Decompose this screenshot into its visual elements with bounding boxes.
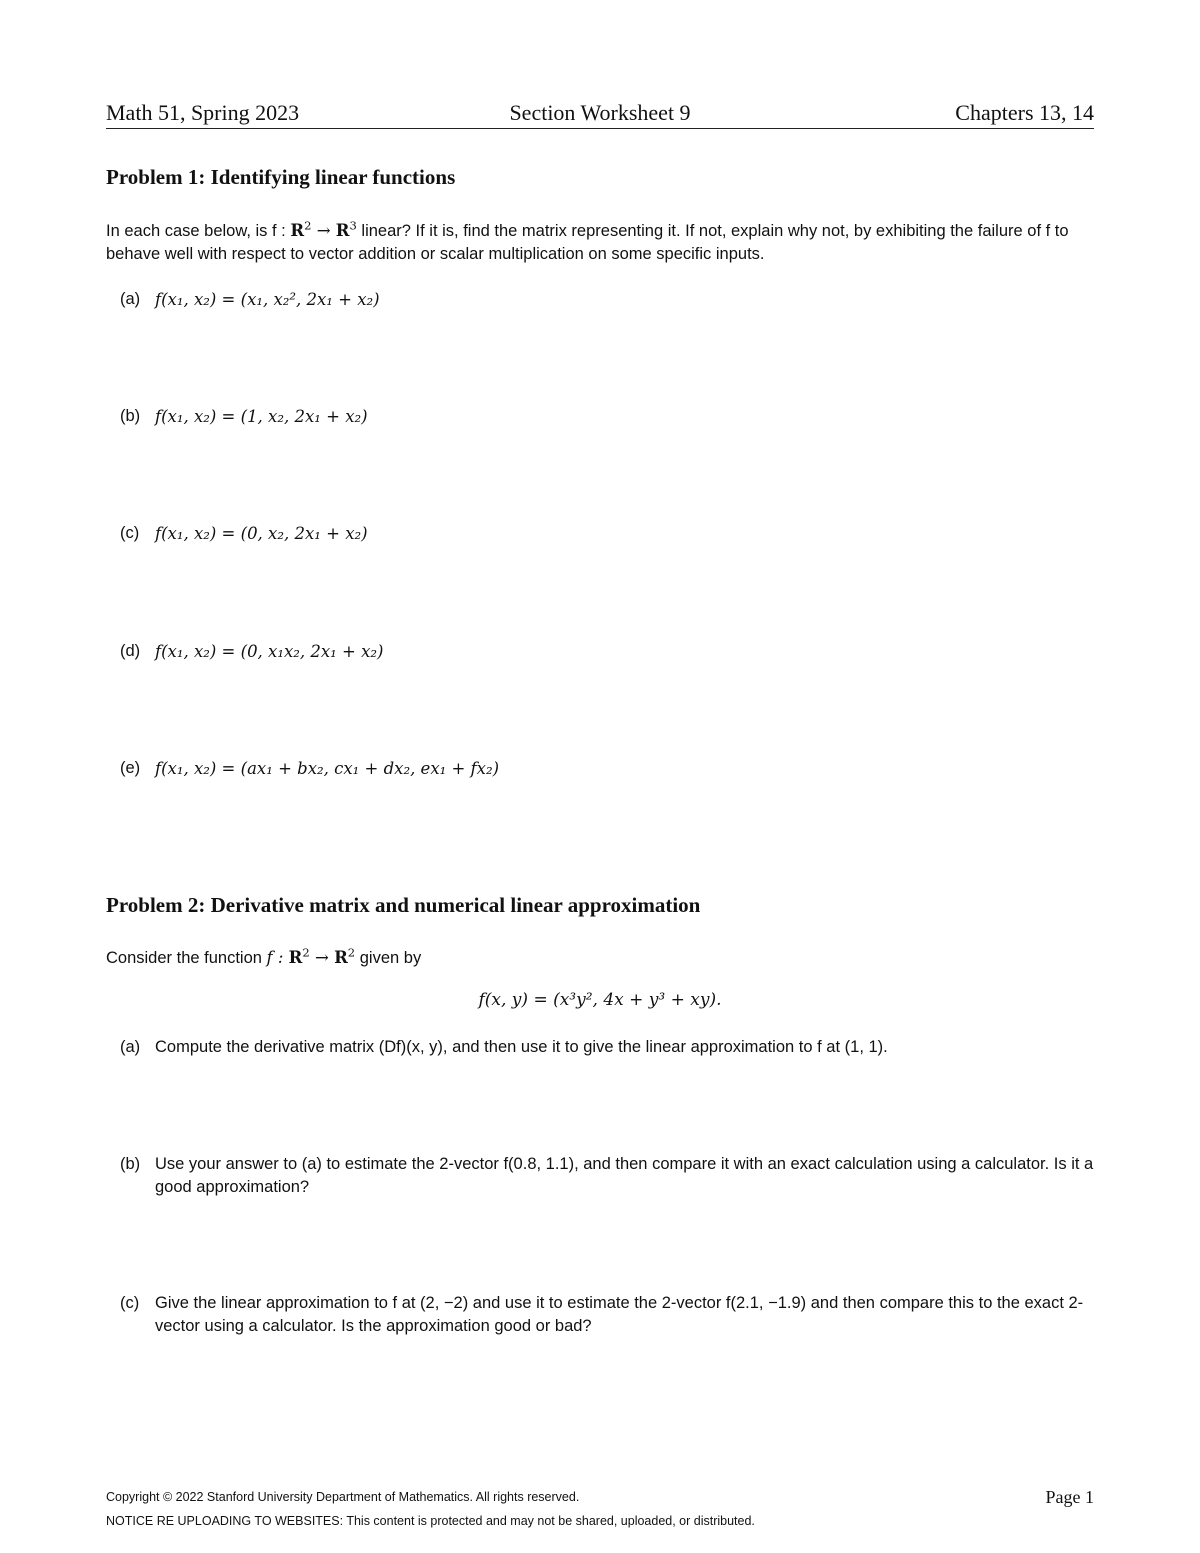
problem-2-intro-end: given by: [355, 949, 422, 967]
item-label: (b): [120, 407, 141, 425]
item-label: (e): [120, 759, 141, 777]
item-label: (b): [120, 1155, 141, 1173]
page-number: Page 1: [1045, 1487, 1094, 1507]
footer-copyright: Copyright © 2022 Stanford University Department of Mathematics. All rights reserved.: [106, 1490, 580, 1504]
item-label: (a): [120, 290, 141, 308]
footer-notice: NOTICE RE UPLOADING TO WEBSITES: This content is protected and may not be shared, uploaded, or distributed.: [106, 1514, 755, 1528]
item-label: (c): [120, 524, 140, 542]
item-expression: f(x₁, x₂) = (0, x₂, 2x₁ + x₂): [155, 524, 368, 543]
problem-2-intro-start: Consider the function: [106, 949, 267, 967]
problem-1-title: Problem 1: Identifying linear functions: [106, 165, 456, 189]
problem-2-mapping: f : $R^2 \to R^2$: [266, 945, 356, 967]
item-label: (a): [120, 1038, 141, 1056]
problem-1-intro: [106, 219, 1096, 266]
problem-1-item-d: [120, 640, 1095, 663]
header-chapters: Chapters 13, 14: [955, 100, 1094, 125]
problem-1-intro-start: In each case below, is f :: [106, 222, 291, 240]
problem-2-item-b: [120, 1153, 1095, 1199]
item-expression: f(x₁, x₂) = (x₁, x₂², 2x₁ + x₂): [155, 290, 380, 309]
problem-2-intro: [106, 946, 1096, 970]
problem-1-item-c: [120, 522, 1095, 545]
problem-1-item-e: [120, 757, 1095, 780]
problem-1-intro-end: linear? If it is, find the matrix representing it. If not, explain why not, by exhibiting the failure of f to behave well with respect to vector addition or scalar multiplication on some specific inputs.: [106, 222, 1069, 263]
problem-2-item-c: [120, 1292, 1095, 1338]
header-rule: [106, 128, 1094, 129]
item-text: Use your answer to (a) to estimate the 2-vector f(0.8, 1.1), and then compare it with an exact calculation using a calculator. Is it a good approximation?: [155, 1155, 1094, 1196]
item-expression: f(x₁, x₂) = (0, x₁x₂, 2x₁ + x₂): [155, 642, 384, 661]
problem-2-item-a: [120, 1036, 1095, 1059]
problem-2-title: Problem 2: Derivative matrix and numerical linear approximation: [106, 893, 701, 917]
item-label: (d): [120, 642, 141, 660]
problem-1-mapping: $R^2 \to R^3$: [290, 218, 357, 240]
header-worksheet-title: Section Worksheet 9: [509, 100, 691, 125]
item-text: Give the linear approximation to f at (2, −2) and use it to estimate the 2-vector f(2.1, −1.9) and then compare this to the exact 2-vector using a calculator. Is the approximation good or bad?: [155, 1294, 1084, 1335]
item-text: Compute the derivative matrix (Df)(x, y), and then use it to give the linear approximation to f at (1, 1).: [155, 1038, 888, 1056]
header-course: Math 51, Spring 2023: [106, 100, 300, 125]
item-expression: f(x₁, x₂) = (ax₁ + bx₂, cx₁ + dx₂, ex₁ + fx₂): [155, 759, 500, 778]
problem-1-item-a: [120, 288, 1095, 311]
item-expression: f(x₁, x₂) = (1, x₂, 2x₁ + x₂): [155, 407, 368, 426]
problem-2-display-equation: f(x, y) = (x³y², 4x + y³ + xy).: [478, 990, 722, 1010]
problem-1-item-b: [120, 405, 1095, 428]
item-label: (c): [120, 1294, 140, 1312]
